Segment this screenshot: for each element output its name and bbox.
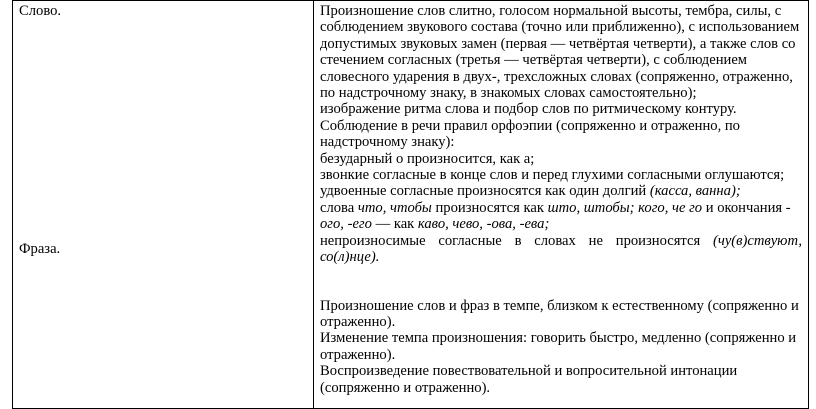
word-rhythm-text: изображение ритма слова и подбор слов по ритмическому контуру.	[320, 101, 737, 118]
right-column-cell	[314, 1, 809, 409]
word-pronunciation-text: Произношение слов слитно, голосом нормальной высоты, тембра, силы, с соблюдением звукового состава (точно или приближенно), с использованием допустимых звуковых замен (первая — четвёртая четверти), а также слов со стечением согласных (третья — четвёртая четверти), с соблюдением словесного ударения в двух-, трехсложных словах (сопряженно, отраженно, по надстрочному знаку, в знакомых словах самостоятельно);	[320, 3, 800, 102]
endings-word-2: произносятся как	[435, 199, 544, 216]
unpronounceable-examples-1: (чу(в)ствуют,	[713, 232, 803, 249]
phrase-tempo-text: Произношение слов и фраз в темпе, близком к естественному (сопряженно и отраженно).	[320, 297, 799, 330]
unpronounceable-word: словах	[534, 232, 576, 249]
endings-word-3: и окончания -	[705, 199, 791, 216]
endings-italic-3: ого, -его	[320, 216, 372, 233]
doubled-rule-text: удвоенные согласные произносятся как один долгий	[320, 183, 647, 200]
label-phrase: Фраза.	[19, 241, 61, 258]
tempo-change-text: Изменение темпа произношения: говорить быстро, медленно (сопряженно и отраженно).	[320, 330, 797, 363]
endings-word-4: — как	[375, 216, 415, 233]
unpronounceable-rule-line	[320, 233, 802, 249]
unpronounceable-word: не	[588, 232, 603, 249]
endings-italic-4: каво, чево, -ова, -ева;	[417, 216, 550, 233]
unpronounceable-word: непроизносимые	[320, 232, 426, 249]
endings-rule	[320, 200, 802, 233]
endings-italic-1: что, чтобы	[357, 199, 432, 216]
endings-word-1: слова	[320, 199, 355, 216]
unpronounceable-examples-2: со(л)нце).	[320, 249, 380, 266]
curriculum-table	[12, 0, 809, 409]
unpronounceable-word: согласные	[438, 232, 502, 249]
unstressed-o-rule: безударный о произносится, как а;	[320, 150, 535, 167]
left-column-cell	[13, 1, 314, 409]
table-row	[13, 1, 809, 409]
doubled-consonants-rule	[320, 183, 802, 199]
doubled-rule-examples: (касса, ванна);	[649, 183, 741, 200]
intonation-text: Воспроизведение повествовательной и вопросительной интонации (сопряженно и отраженно).	[320, 363, 738, 396]
orthoepy-text: Соблюдение в речи правил орфоэпии (сопряженно и отраженно, по надстрочному знаку):	[320, 117, 740, 151]
label-word: Слово.	[19, 3, 62, 19]
unpronounceable-word: произносятся	[615, 232, 701, 249]
voiced-consonants-rule: звонкие согласные в конце слов и перед глухими согласными оглушаются;	[320, 167, 785, 184]
unpronounceable-rule-end	[320, 249, 802, 265]
endings-italic-2: што, штобы; кого, че го	[547, 199, 703, 216]
unpronounceable-word: в	[514, 232, 522, 249]
